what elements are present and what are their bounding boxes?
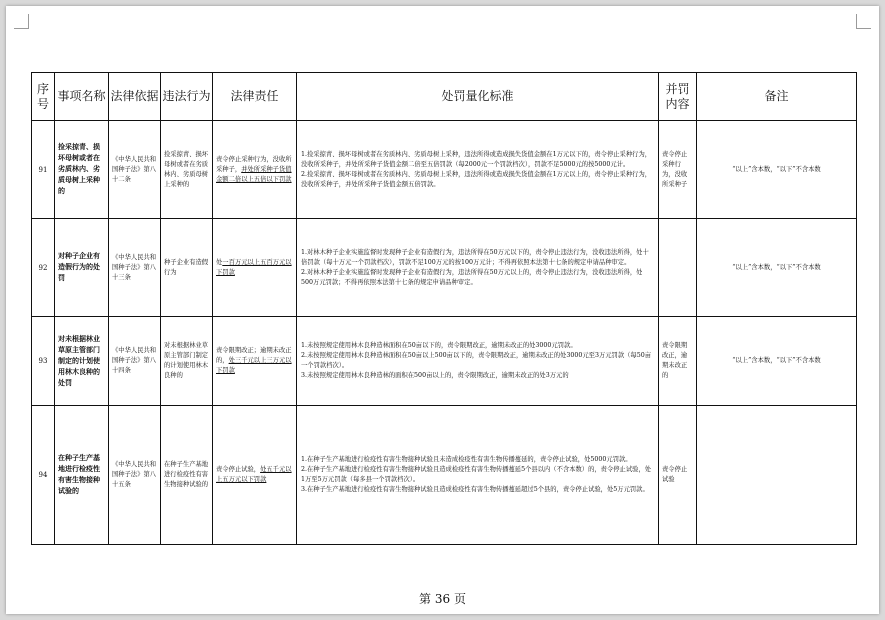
standard-item: 3.未按照规定使用林木良种造林的面积在500亩以上的，责令限期改正，逾期未改正的处3万元的 <box>301 372 569 379</box>
row-remark: “以上”含本数，“以下”不含本数 <box>697 317 857 406</box>
header-combined: 并罚内容 <box>659 73 697 121</box>
row-seq: 92 <box>32 219 55 317</box>
row-combined: 责令限期改正，逾期未改正的 <box>659 317 697 406</box>
row-combined: 责令停止试验 <box>659 406 697 545</box>
table-row <box>32 121 857 219</box>
row-liability <box>213 406 297 545</box>
row-standard <box>297 121 659 219</box>
row-basis: 《中华人民共和国种子法》第八十二条 <box>109 121 161 219</box>
header-seq: 序号 <box>32 73 55 121</box>
standard-item: 1.未按照规定使用林木良种造林面积在50亩以下的，责令限期改正，逾期未改正的处3000元罚款。 <box>301 342 577 349</box>
standard-item: 2.未按照规定使用林木良种造林面积在50亩以上500亩以下的，责令限期改正，逾期未改正的处3000元至3万元罚款（每50亩一个罚款档次）。 <box>301 352 652 369</box>
table-row <box>32 219 857 317</box>
standard-item: 2.对林木种子企业实施监督时发现种子企业有造假行为，违法所得在50万元以上的，责令停止违法行为，没收违法所得，处500万元罚款；不得再依照本法第十七条的规定申请品种审定。 <box>301 268 643 286</box>
row-basis: 《中华人民共和国种子法》第八十四条 <box>109 317 161 406</box>
row-item: 在种子生产基地进行检疫性有害生物接种试验的 <box>55 406 109 545</box>
document-page <box>6 6 879 614</box>
header-act: 违法行为 <box>161 73 213 121</box>
standard-item: 2.在种子生产基地进行检疫性有害生物接种试验且造成检疫性有害生物传播蔓延5个县以内（不含本数）的，责令停止试验，处1万至5万元罚款（每多县一个罚款档次）。 <box>301 466 652 483</box>
row-act: 对未根据林业草原主管部门制定的计划使用林木良种的 <box>161 317 213 406</box>
row-seq: 94 <box>32 406 55 545</box>
liability-text: 处 <box>216 258 223 266</box>
row-act: 捡采掠青、损坏母树或者在劣质林内、劣质母树上采种的 <box>161 121 213 219</box>
header-row <box>32 73 857 121</box>
liability-underlined: 处五千元以上五万元以下罚款 <box>216 466 292 483</box>
row-seq: 93 <box>32 317 55 406</box>
standard-item: 2.捡采掠青、损坏母树或者在劣质林内、劣质母树上采种，违法所得或造成损失货值金额在1万元以上的，责令停止采种行为，没收所采种子，并处所采种子货值金额五倍罚款。 <box>301 170 652 188</box>
row-item: 对种子企业有造假行为的处罚 <box>55 219 109 317</box>
liability-underlined: 一百万元以上五百万元以下罚款 <box>216 258 292 276</box>
liability-text: 责令限期改正；逾期未改正的， <box>216 347 292 364</box>
header-remark: 备注 <box>697 73 857 121</box>
liability-text: 责令停止采种行为，没收所采种子， <box>216 155 292 173</box>
standard-item: 1.对林木种子企业实施监督时发现种子企业有造假行为，违法所得在50万元以下的，责令停止违法行为，没收违法所得，处十倍罚款（每十万元一个罚款档次），罚款不足100万元的按100万元计；不得再依照本法第十七条的规定申请品种审定。 <box>301 248 649 266</box>
liability-underlined: 并处所采种子货值金额二倍以上五倍以下罚款 <box>216 165 292 183</box>
standard-item: 1.捡采掠青、损坏母树或者在劣质林内、劣质母树上采种，违法所得或造成损失货值金额在1万元以下的，责令停止采种行为，没收所采种子，并处所采种子货值金额二倍至五倍罚款（每2000元一个罚款档次），罚款不足5000元的按5000元计。 <box>301 150 652 168</box>
row-remark: “以上”含本数，“以下”不含本数 <box>697 219 857 317</box>
page-number: 第 36 页 <box>419 592 466 606</box>
header-basis: 法律依据 <box>109 73 161 121</box>
row-liability <box>213 219 297 317</box>
crop-mark-top-right <box>856 14 871 29</box>
table-row <box>32 406 857 545</box>
row-liability <box>213 317 297 406</box>
standard-item: 1.在种子生产基地进行检疫性有害生物接种试验且未造成检疫性有害生物传播蔓延的，责令停止试验，处5000元罚款。 <box>301 456 632 463</box>
row-act: 种子企业有造假行为 <box>161 219 213 317</box>
row-combined: 责令停止采种行为，没收所采种子 <box>659 121 697 219</box>
liability-text: 责令停止试验， <box>216 466 261 473</box>
row-remark: “以上”含本数，“以下”不含本数 <box>697 121 857 219</box>
row-standard <box>297 219 659 317</box>
liability-underlined: 处三千元以上三万元以下罚款 <box>216 357 292 374</box>
row-standard <box>297 317 659 406</box>
crop-mark-top-left <box>14 14 29 29</box>
penalty-standards-table <box>31 72 857 545</box>
header-item: 事项名称 <box>55 73 109 121</box>
header-liability: 法律责任 <box>213 73 297 121</box>
row-liability <box>213 121 297 219</box>
row-item: 对未根据林业草原主管部门制定的计划使用林木良种的处罚 <box>55 317 109 406</box>
row-basis: 《中华人民共和国种子法》第八十三条 <box>109 219 161 317</box>
row-item: 捡采掠青、损坏母树或者在劣质林内、劣质母树上采种的 <box>55 121 109 219</box>
row-standard <box>297 406 659 545</box>
row-act: 在种子生产基地进行检疫性有害生物接种试验的 <box>161 406 213 545</box>
row-remark <box>697 406 857 545</box>
row-seq: 91 <box>32 121 55 219</box>
row-basis: 《中华人民共和国种子法》第八十五条 <box>109 406 161 545</box>
standard-item: 3.在种子生产基地进行检疫性有害生物接种试验且造成检疫性有害生物传播蔓延超过5个县的，责令停止试验，处5万元罚款。 <box>301 486 649 493</box>
header-standard: 处罚量化标准 <box>297 73 659 121</box>
row-combined <box>659 219 697 317</box>
table-row <box>32 317 857 406</box>
